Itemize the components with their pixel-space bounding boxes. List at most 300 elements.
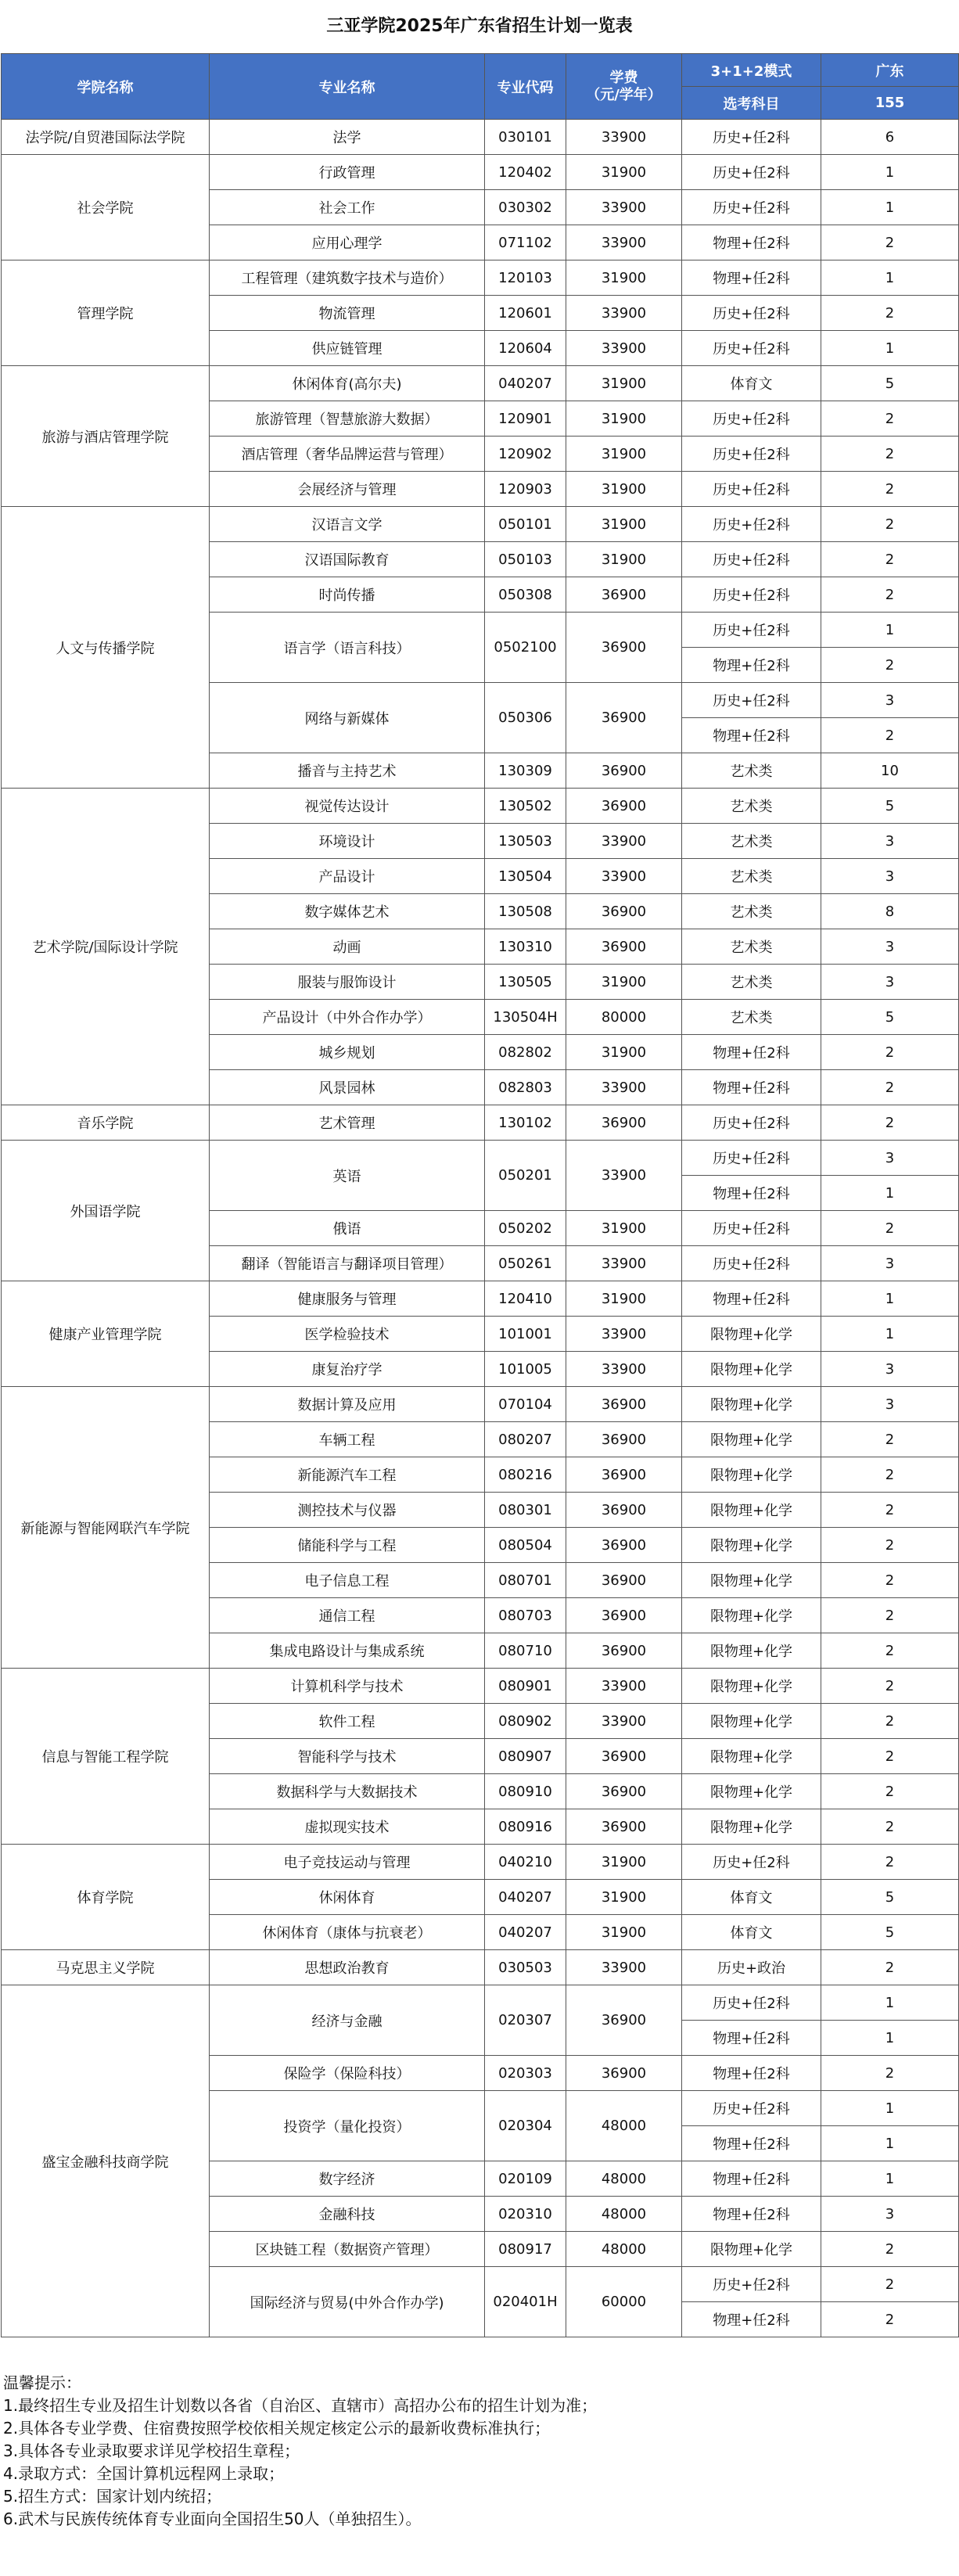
major-code-cell: 120902 [485, 437, 566, 472]
major-name-cell: 国际经济与贸易(中外合作办学) [210, 2267, 485, 2337]
tuition-fee-cell: 33900 [566, 1704, 682, 1739]
subject-requirement-cell: 物理+任2科 [682, 1176, 821, 1211]
major-name-cell: 网络与新媒体 [210, 683, 485, 753]
header-subjects: 选考科目 [682, 87, 821, 120]
major-name-cell: 数字经济 [210, 2161, 485, 2197]
plan-count-cell: 2 [821, 1457, 959, 1493]
notes-section [0, 2372, 959, 2531]
plan-count-cell: 2 [821, 507, 959, 542]
major-code-cell: 130310 [485, 929, 566, 965]
major-name-cell: 社会工作 [210, 190, 485, 225]
tuition-fee-cell: 36900 [566, 1563, 682, 1598]
major-name-cell: 数字媒体艺术 [210, 894, 485, 929]
plan-count-cell: 1 [821, 613, 959, 648]
major-name-cell: 集成电路设计与集成系统 [210, 1633, 485, 1669]
major-code-cell: 040210 [485, 1845, 566, 1880]
tuition-fee-cell: 36900 [566, 613, 682, 683]
tuition-fee-cell: 31900 [566, 366, 682, 401]
tuition-fee-cell: 31900 [566, 1845, 682, 1880]
subject-requirement-cell: 物理+任2科 [682, 225, 821, 260]
major-name-cell: 旅游管理（智慧旅游大数据） [210, 401, 485, 437]
college-name-cell: 管理学院 [2, 260, 210, 366]
subject-requirement-cell: 历史+任2科 [682, 1105, 821, 1141]
major-name-cell: 英语 [210, 1141, 485, 1211]
subject-requirement-cell: 限物理+化学 [682, 1774, 821, 1809]
major-code-cell: 080301 [485, 1493, 566, 1528]
major-name-cell: 产品设计 [210, 859, 485, 894]
college-name-cell: 社会学院 [2, 155, 210, 260]
major-name-cell: 休闲体育 [210, 1880, 485, 1915]
subject-requirement-cell: 历史+任2科 [682, 120, 821, 155]
tuition-fee-cell: 31900 [566, 1915, 682, 1950]
subject-requirement-cell: 限物理+化学 [682, 1633, 821, 1669]
plan-count-cell: 2 [821, 1035, 959, 1070]
major-code-cell: 080910 [485, 1774, 566, 1809]
major-name-cell: 车辆工程 [210, 1422, 485, 1457]
plan-count-cell: 5 [821, 366, 959, 401]
tuition-fee-cell: 33900 [566, 120, 682, 155]
table-row [2, 1141, 959, 1176]
tuition-fee-cell: 48000 [566, 2091, 682, 2161]
major-code-cell: 080917 [485, 2232, 566, 2267]
major-code-cell: 101005 [485, 1352, 566, 1387]
major-code-cell: 101001 [485, 1317, 566, 1352]
subject-requirement-cell: 限物理+化学 [682, 1528, 821, 1563]
major-code-cell: 080216 [485, 1457, 566, 1493]
major-code-cell: 130508 [485, 894, 566, 929]
major-name-cell: 汉语国际教育 [210, 542, 485, 577]
header-total: 155 [821, 87, 959, 120]
tuition-fee-cell: 36900 [566, 1387, 682, 1422]
note-item: 6.武术与民族传统体育专业面向全国招生50人（单独招生）。 [3, 2510, 422, 2528]
major-code-cell: 030503 [485, 1950, 566, 1985]
subject-requirement-cell: 艺术类 [682, 789, 821, 824]
major-code-cell: 040207 [485, 366, 566, 401]
plan-count-cell: 1 [821, 260, 959, 296]
tuition-fee-cell: 31900 [566, 260, 682, 296]
major-code-cell: 020109 [485, 2161, 566, 2197]
college-name-cell: 健康产业管理学院 [2, 1281, 210, 1387]
major-code-cell: 130505 [485, 965, 566, 1000]
plan-count-cell: 3 [821, 824, 959, 859]
subject-requirement-cell: 限物理+化学 [682, 1387, 821, 1422]
note-item: 1.最终招生专业及招生计划数以各省（自治区、直辖市）高招办公布的招生计划为准； [3, 2396, 598, 2415]
subject-requirement-cell: 体育文 [682, 1915, 821, 1950]
tuition-fee-cell: 36900 [566, 894, 682, 929]
subject-requirement-cell: 限物理+化学 [682, 1704, 821, 1739]
plan-count-cell: 1 [821, 155, 959, 190]
plan-count-cell: 2 [821, 1422, 959, 1457]
plan-count-cell: 3 [821, 859, 959, 894]
plan-count-cell: 1 [821, 1281, 959, 1317]
major-code-cell: 080701 [485, 1563, 566, 1598]
plan-count-cell: 1 [821, 331, 959, 366]
table-row [2, 1845, 959, 1880]
plan-count-cell: 2 [821, 225, 959, 260]
tuition-fee-cell: 31900 [566, 1880, 682, 1915]
major-name-cell: 行政管理 [210, 155, 485, 190]
major-name-cell: 数据计算及应用 [210, 1387, 485, 1422]
plan-count-cell: 3 [821, 2197, 959, 2232]
tuition-fee-cell: 36900 [566, 1493, 682, 1528]
subject-requirement-cell: 限物理+化学 [682, 1317, 821, 1352]
subject-requirement-cell: 物理+任2科 [682, 2302, 821, 2337]
plan-count-cell: 2 [821, 2232, 959, 2267]
plan-count-cell: 1 [821, 1985, 959, 2021]
major-code-cell: 120601 [485, 296, 566, 331]
plan-count-cell: 2 [821, 2302, 959, 2337]
major-name-cell: 健康服务与管理 [210, 1281, 485, 1317]
major-name-cell: 经济与金融 [210, 1985, 485, 2056]
plan-count-cell: 2 [821, 1633, 959, 1669]
major-code-cell: 030101 [485, 120, 566, 155]
subject-requirement-cell: 物理+任2科 [682, 648, 821, 683]
major-name-cell: 应用心理学 [210, 225, 485, 260]
tuition-fee-cell: 31900 [566, 155, 682, 190]
tuition-fee-cell: 33900 [566, 824, 682, 859]
tuition-fee-cell: 48000 [566, 2232, 682, 2267]
plan-count-cell: 2 [821, 1070, 959, 1105]
tuition-fee-cell: 31900 [566, 401, 682, 437]
header-college: 学院名称 [2, 54, 210, 120]
major-name-cell: 医学检验技术 [210, 1317, 485, 1352]
tuition-fee-cell: 33900 [566, 859, 682, 894]
major-code-cell: 130504H [485, 1000, 566, 1035]
plan-count-cell: 2 [821, 2056, 959, 2091]
subject-requirement-cell: 历史+任2科 [682, 331, 821, 366]
major-code-cell: 070104 [485, 1387, 566, 1422]
plan-count-cell: 2 [821, 1598, 959, 1633]
plan-count-cell: 3 [821, 1352, 959, 1387]
major-code-cell: 120103 [485, 260, 566, 296]
plan-count-cell: 5 [821, 1915, 959, 1950]
major-code-cell: 050202 [485, 1211, 566, 1246]
major-code-cell: 082803 [485, 1070, 566, 1105]
major-name-cell: 汉语言文学 [210, 507, 485, 542]
tuition-fee-cell: 33900 [566, 1669, 682, 1704]
subject-requirement-cell: 历史+任2科 [682, 507, 821, 542]
subject-requirement-cell: 艺术类 [682, 965, 821, 1000]
plan-count-cell: 2 [821, 1211, 959, 1246]
plan-count-cell: 2 [821, 542, 959, 577]
major-name-cell: 投资学（量化投资） [210, 2091, 485, 2161]
major-code-cell: 120604 [485, 331, 566, 366]
subject-requirement-cell: 历史+任2科 [682, 683, 821, 718]
tuition-fee-cell: 33900 [566, 296, 682, 331]
plan-count-cell: 2 [821, 1704, 959, 1739]
major-code-cell: 120903 [485, 472, 566, 507]
major-name-cell: 休闲体育(高尔夫) [210, 366, 485, 401]
plan-count-cell: 3 [821, 965, 959, 1000]
subject-requirement-cell: 物理+任2科 [682, 1281, 821, 1317]
major-name-cell: 工程管理（建筑数字技术与造价） [210, 260, 485, 296]
plan-count-cell: 8 [821, 894, 959, 929]
enrollment-plan-table [1, 53, 959, 2337]
plan-count-cell: 2 [821, 401, 959, 437]
plan-count-cell: 1 [821, 2161, 959, 2197]
tuition-fee-cell: 60000 [566, 2267, 682, 2337]
header-mode: 3+1+2模式 [682, 54, 821, 87]
table-row [2, 1985, 959, 2021]
tuition-fee-cell: 31900 [566, 1211, 682, 1246]
subject-requirement-cell: 艺术类 [682, 859, 821, 894]
major-name-cell: 智能科学与技术 [210, 1739, 485, 1774]
major-code-cell: 080207 [485, 1422, 566, 1457]
plan-count-cell: 2 [821, 1493, 959, 1528]
major-code-cell: 120402 [485, 155, 566, 190]
major-name-cell: 储能科学与工程 [210, 1528, 485, 1563]
major-name-cell: 酒店管理（奢华品牌运营与管理） [210, 437, 485, 472]
major-code-cell: 050306 [485, 683, 566, 753]
subject-requirement-cell: 历史+任2科 [682, 1845, 821, 1880]
table-row [2, 260, 959, 296]
plan-count-cell: 2 [821, 577, 959, 613]
plan-count-cell: 5 [821, 1880, 959, 1915]
major-name-cell: 动画 [210, 929, 485, 965]
college-name-cell: 信息与智能工程学院 [2, 1669, 210, 1845]
subject-requirement-cell: 历史+任2科 [682, 437, 821, 472]
major-code-cell: 082802 [485, 1035, 566, 1070]
tuition-fee-cell: 36900 [566, 1528, 682, 1563]
major-name-cell: 物流管理 [210, 296, 485, 331]
subject-requirement-cell: 历史+任2科 [682, 1246, 821, 1281]
subject-requirement-cell: 限物理+化学 [682, 1352, 821, 1387]
major-name-cell: 服装与服饰设计 [210, 965, 485, 1000]
subject-requirement-cell: 历史+任2科 [682, 613, 821, 648]
subject-requirement-cell: 限物理+化学 [682, 1457, 821, 1493]
tuition-fee-cell: 31900 [566, 437, 682, 472]
major-name-cell: 城乡规划 [210, 1035, 485, 1070]
college-name-cell: 音乐学院 [2, 1105, 210, 1141]
subject-requirement-cell: 历史+任2科 [682, 577, 821, 613]
tuition-fee-cell: 33900 [566, 190, 682, 225]
tuition-fee-cell: 36900 [566, 577, 682, 613]
tuition-fee-cell: 36900 [566, 1809, 682, 1845]
college-name-cell: 外国语学院 [2, 1141, 210, 1281]
tuition-fee-cell: 36900 [566, 2056, 682, 2091]
header-province: 广东 [821, 54, 959, 87]
college-name-cell: 法学院/自贸港国际法学院 [2, 120, 210, 155]
tuition-fee-cell: 48000 [566, 2197, 682, 2232]
major-name-cell: 金融科技 [210, 2197, 485, 2232]
plan-count-cell: 2 [821, 2267, 959, 2302]
note-item: 5.招生方式：国家计划内统招； [3, 2487, 222, 2506]
major-name-cell: 时尚传播 [210, 577, 485, 613]
major-name-cell: 新能源汽车工程 [210, 1457, 485, 1493]
major-name-cell: 环境设计 [210, 824, 485, 859]
plan-count-cell: 2 [821, 1105, 959, 1141]
table-body [2, 120, 959, 2337]
major-code-cell: 080901 [485, 1669, 566, 1704]
plan-count-cell: 2 [821, 648, 959, 683]
tuition-fee-cell: 80000 [566, 1000, 682, 1035]
subject-requirement-cell: 物理+任2科 [682, 1035, 821, 1070]
tuition-fee-cell: 33900 [566, 1317, 682, 1352]
subject-requirement-cell: 物理+任2科 [682, 260, 821, 296]
subject-requirement-cell: 历史+任2科 [682, 155, 821, 190]
plan-count-cell: 2 [821, 1563, 959, 1598]
plan-count-cell: 2 [821, 1950, 959, 1985]
major-code-cell: 080916 [485, 1809, 566, 1845]
subject-requirement-cell: 历史+任2科 [682, 472, 821, 507]
header-fee: 学费 （元/学年） [566, 54, 682, 120]
plan-count-cell: 3 [821, 929, 959, 965]
major-name-cell: 语言学（语言科技） [210, 613, 485, 683]
table-row [2, 120, 959, 155]
major-code-cell: 050103 [485, 542, 566, 577]
major-code-cell: 120410 [485, 1281, 566, 1317]
major-code-cell: 130502 [485, 789, 566, 824]
subject-requirement-cell: 物理+任2科 [682, 2161, 821, 2197]
page-title: 三亚学院2025年广东省招生计划一览表 [326, 16, 633, 36]
tuition-fee-cell: 36900 [566, 1633, 682, 1669]
major-code-cell: 040207 [485, 1915, 566, 1950]
subject-requirement-cell: 历史+政治 [682, 1950, 821, 1985]
subject-requirement-cell: 物理+任2科 [682, 718, 821, 753]
tuition-fee-cell: 48000 [566, 2161, 682, 2197]
subject-requirement-cell: 历史+任2科 [682, 190, 821, 225]
subject-requirement-cell: 限物理+化学 [682, 1422, 821, 1457]
plan-count-cell: 1 [821, 1176, 959, 1211]
tuition-fee-cell: 31900 [566, 507, 682, 542]
plan-count-cell: 1 [821, 2021, 959, 2056]
subject-requirement-cell: 限物理+化学 [682, 1739, 821, 1774]
subject-requirement-cell: 限物理+化学 [682, 2232, 821, 2267]
subject-requirement-cell: 限物理+化学 [682, 1563, 821, 1598]
major-code-cell: 130504 [485, 859, 566, 894]
tuition-fee-cell: 36900 [566, 1598, 682, 1633]
plan-count-cell: 10 [821, 753, 959, 789]
plan-count-cell: 2 [821, 1739, 959, 1774]
plan-count-cell: 3 [821, 683, 959, 718]
major-code-cell: 130309 [485, 753, 566, 789]
tuition-fee-cell: 36900 [566, 1774, 682, 1809]
tuition-fee-cell: 36900 [566, 789, 682, 824]
subject-requirement-cell: 限物理+化学 [682, 1598, 821, 1633]
subject-requirement-cell: 物理+任2科 [682, 2126, 821, 2161]
major-name-cell: 康复治疗学 [210, 1352, 485, 1387]
major-code-cell: 020303 [485, 2056, 566, 2091]
plan-count-cell: 2 [821, 1528, 959, 1563]
major-code-cell: 020307 [485, 1985, 566, 2056]
major-code-cell: 120901 [485, 401, 566, 437]
note-item: 3.具体各专业录取要求详见学校招生章程； [3, 2441, 300, 2460]
college-name-cell: 旅游与酒店管理学院 [2, 366, 210, 507]
major-name-cell: 思想政治教育 [210, 1950, 485, 1985]
major-name-cell: 电子竞技运动与管理 [210, 1845, 485, 1880]
subject-requirement-cell: 历史+任2科 [682, 2091, 821, 2126]
major-name-cell: 会展经济与管理 [210, 472, 485, 507]
subject-requirement-cell: 历史+任2科 [682, 296, 821, 331]
major-code-cell: 130102 [485, 1105, 566, 1141]
subject-requirement-cell: 艺术类 [682, 753, 821, 789]
plan-count-cell: 5 [821, 1000, 959, 1035]
major-code-cell: 080504 [485, 1528, 566, 1563]
tuition-fee-cell: 36900 [566, 1105, 682, 1141]
major-name-cell: 测控技术与仪器 [210, 1493, 485, 1528]
subject-requirement-cell: 历史+任2科 [682, 1211, 821, 1246]
subject-requirement-cell: 物理+任2科 [682, 2021, 821, 2056]
plan-count-cell: 3 [821, 1246, 959, 1281]
subject-requirement-cell: 物理+任2科 [682, 1070, 821, 1105]
plan-count-cell: 3 [821, 1141, 959, 1176]
major-code-cell: 050101 [485, 507, 566, 542]
subject-requirement-cell: 物理+任2科 [682, 2197, 821, 2232]
header-code: 专业代码 [485, 54, 566, 120]
tuition-fee-cell: 31900 [566, 472, 682, 507]
tuition-fee-cell: 33900 [566, 1246, 682, 1281]
subject-requirement-cell: 历史+任2科 [682, 401, 821, 437]
major-code-cell: 0502100 [485, 613, 566, 683]
subject-requirement-cell: 体育文 [682, 366, 821, 401]
major-code-cell: 020401H [485, 2267, 566, 2337]
plan-count-cell: 1 [821, 1317, 959, 1352]
table-row [2, 366, 959, 401]
tuition-fee-cell: 36900 [566, 1739, 682, 1774]
plan-count-cell: 3 [821, 1387, 959, 1422]
major-name-cell: 风景园林 [210, 1070, 485, 1105]
major-code-cell: 080902 [485, 1704, 566, 1739]
subject-requirement-cell: 限物理+化学 [682, 1669, 821, 1704]
major-code-cell: 071102 [485, 225, 566, 260]
major-name-cell: 休闲体育（康体与抗衰老） [210, 1915, 485, 1950]
tuition-fee-cell: 33900 [566, 1352, 682, 1387]
major-code-cell: 080703 [485, 1598, 566, 1633]
tuition-fee-cell: 36900 [566, 929, 682, 965]
subject-requirement-cell: 艺术类 [682, 929, 821, 965]
plan-count-cell: 1 [821, 190, 959, 225]
subject-requirement-cell: 艺术类 [682, 824, 821, 859]
note-item: 4.录取方式：全国计算机远程网上录取； [3, 2464, 285, 2483]
subject-requirement-cell: 历史+任2科 [682, 1985, 821, 2021]
subject-requirement-cell: 历史+任2科 [682, 1141, 821, 1176]
college-name-cell: 人文与传播学院 [2, 507, 210, 789]
plan-count-cell: 6 [821, 120, 959, 155]
major-name-cell: 区块链工程（数据资产管理） [210, 2232, 485, 2267]
major-code-cell: 020310 [485, 2197, 566, 2232]
plan-count-cell: 2 [821, 1669, 959, 1704]
header-major: 专业名称 [210, 54, 485, 120]
major-name-cell: 保险学（保险科技） [210, 2056, 485, 2091]
tuition-fee-cell: 33900 [566, 1070, 682, 1105]
major-name-cell: 产品设计（中外合作办学） [210, 1000, 485, 1035]
major-name-cell: 虚拟现实技术 [210, 1809, 485, 1845]
notes-heading: 温馨提示： [3, 2373, 81, 2392]
major-code-cell: 080710 [485, 1633, 566, 1669]
table-row [2, 1387, 959, 1422]
subject-requirement-cell: 历史+任2科 [682, 542, 821, 577]
plan-count-cell: 2 [821, 1809, 959, 1845]
subject-requirement-cell: 艺术类 [682, 894, 821, 929]
college-name-cell: 艺术学院/国际设计学院 [2, 789, 210, 1105]
major-code-cell: 130503 [485, 824, 566, 859]
subject-requirement-cell: 限物理+化学 [682, 1493, 821, 1528]
major-name-cell: 通信工程 [210, 1598, 485, 1633]
major-code-cell: 050308 [485, 577, 566, 613]
major-code-cell: 080907 [485, 1739, 566, 1774]
table-row [2, 1669, 959, 1704]
major-code-cell: 040207 [485, 1880, 566, 1915]
subject-requirement-cell: 历史+任2科 [682, 2267, 821, 2302]
tuition-fee-cell: 36900 [566, 1422, 682, 1457]
major-name-cell: 计算机科学与技术 [210, 1669, 485, 1704]
subject-requirement-cell: 物理+任2科 [682, 2056, 821, 2091]
tuition-fee-cell: 36900 [566, 683, 682, 753]
tuition-fee-cell: 31900 [566, 1035, 682, 1070]
tuition-fee-cell: 36900 [566, 753, 682, 789]
major-name-cell: 视觉传达设计 [210, 789, 485, 824]
major-name-cell: 艺术管理 [210, 1105, 485, 1141]
